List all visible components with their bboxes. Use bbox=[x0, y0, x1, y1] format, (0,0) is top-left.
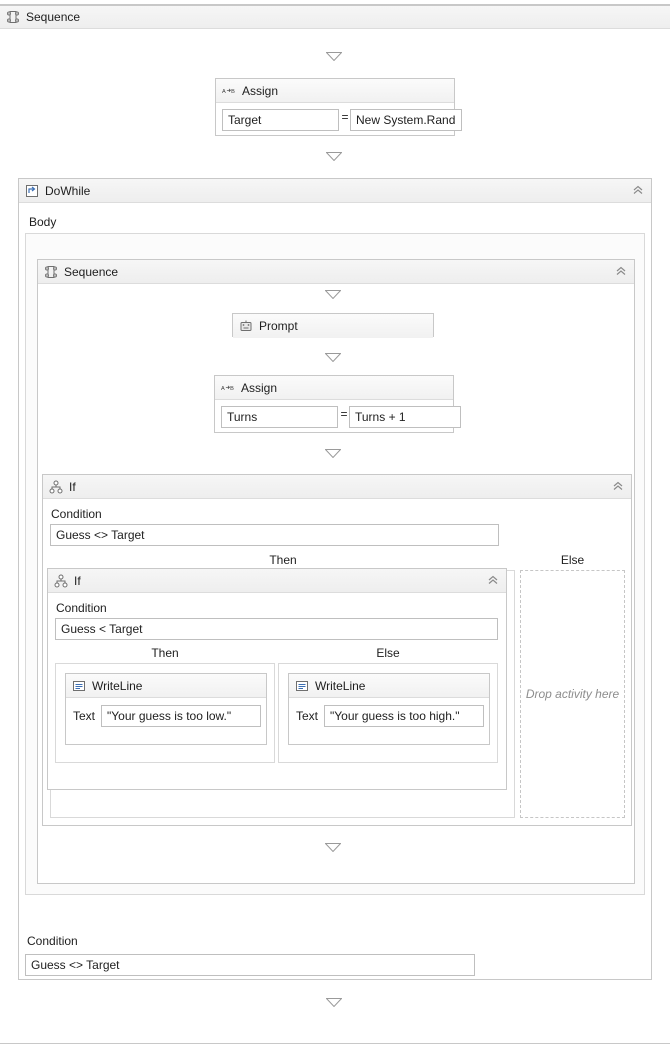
if-inner-header[interactable] bbox=[48, 569, 506, 593]
dowhile-condition-field[interactable]: Guess <> Target bbox=[25, 954, 475, 976]
sequence-root-title: Sequence bbox=[26, 10, 81, 24]
if-outer-condition-field[interactable]: Guess <> Target bbox=[50, 524, 499, 546]
assign-turns-value-field[interactable]: Turns + 1 bbox=[349, 406, 461, 428]
assign-turns-header[interactable] bbox=[215, 376, 453, 400]
activity-if-outer[interactable] bbox=[42, 474, 632, 826]
assign-target-title: Assign bbox=[242, 83, 279, 98]
activity-dowhile[interactable] bbox=[18, 178, 652, 980]
assign-target-to-field[interactable]: Target bbox=[222, 109, 339, 131]
writeline-icon bbox=[295, 679, 309, 693]
if-inner-else-label: Else bbox=[376, 646, 400, 660]
writeline-low-text-field[interactable]: "Your guess is too low." bbox=[101, 705, 261, 727]
sequence-icon bbox=[44, 265, 58, 279]
assign-target-header[interactable] bbox=[216, 79, 454, 103]
connector-arrow-6 bbox=[325, 843, 341, 852]
connector-arrow-7 bbox=[326, 998, 342, 1007]
activity-assign-turns[interactable] bbox=[214, 375, 454, 433]
assign-turns-title: Assign bbox=[241, 380, 278, 395]
dowhile-header[interactable] bbox=[19, 179, 651, 203]
activity-writeline-high[interactable] bbox=[288, 673, 490, 745]
chevron-up-icon[interactable] bbox=[486, 573, 500, 587]
sequence-inner-title: Sequence bbox=[64, 264, 119, 279]
if-outer-else-label: Else bbox=[560, 553, 585, 567]
activity-prompt[interactable] bbox=[232, 313, 434, 337]
if-inner-else-area[interactable] bbox=[278, 663, 498, 763]
assign-target-value-field[interactable]: New System.Rand bbox=[350, 109, 462, 131]
assign-turns-equals: = bbox=[340, 407, 348, 421]
chevron-up-icon[interactable] bbox=[631, 183, 645, 197]
if-outer-then-label: Then bbox=[269, 553, 297, 567]
if-inner-then-label: Then bbox=[151, 646, 179, 660]
writeline-high-text-field[interactable]: "Your guess is too high." bbox=[324, 705, 484, 727]
if-outer-else-drop-area[interactable] bbox=[520, 570, 625, 818]
if-icon bbox=[54, 574, 68, 588]
connector-arrow-1 bbox=[326, 52, 342, 61]
if-inner-condition-label: Condition bbox=[56, 601, 107, 615]
if-inner-then-area[interactable] bbox=[55, 663, 275, 763]
assign-turns-to-field[interactable]: Turns bbox=[221, 406, 338, 428]
activity-sequence-inner[interactable] bbox=[37, 259, 635, 884]
svg-text:A: A bbox=[221, 385, 225, 392]
dowhile-body-label: Body bbox=[29, 215, 57, 229]
prompt-header[interactable] bbox=[233, 314, 433, 338]
dowhile-condition-label: Condition bbox=[27, 934, 78, 948]
svg-text:B: B bbox=[230, 385, 234, 392]
writeline-high-title: WriteLine bbox=[315, 678, 366, 693]
if-inner-condition-field[interactable]: Guess < Target bbox=[55, 618, 498, 640]
connector-arrow-2 bbox=[326, 152, 342, 161]
if-outer-condition-label: Condition bbox=[51, 507, 102, 521]
svg-text:B: B bbox=[231, 88, 235, 95]
activity-writeline-low[interactable] bbox=[65, 673, 267, 745]
dowhile-icon bbox=[25, 184, 39, 198]
sequence-root-header[interactable] bbox=[0, 5, 670, 29]
chevron-up-icon[interactable] bbox=[611, 479, 625, 493]
connector-arrow-3 bbox=[325, 290, 341, 299]
prompt-icon bbox=[239, 319, 253, 333]
drop-activity-placeholder: Drop activity here bbox=[525, 687, 620, 701]
assign-icon bbox=[221, 381, 235, 395]
assign-target-equals: = bbox=[341, 110, 349, 124]
activity-assign-target[interactable] bbox=[215, 78, 455, 136]
writeline-high-header[interactable] bbox=[289, 674, 489, 698]
chevron-up-icon[interactable] bbox=[614, 264, 628, 278]
if-icon bbox=[49, 480, 63, 494]
assign-icon bbox=[222, 84, 236, 98]
activity-if-inner[interactable] bbox=[47, 568, 507, 790]
dowhile-body-area[interactable] bbox=[25, 233, 645, 895]
writeline-icon bbox=[72, 679, 86, 693]
writeline-low-header[interactable] bbox=[66, 674, 266, 698]
connector-arrow-5 bbox=[325, 449, 341, 458]
if-outer-header[interactable] bbox=[43, 475, 631, 499]
sequence-icon bbox=[6, 10, 20, 24]
writeline-high-text-label: Text bbox=[296, 709, 319, 723]
if-outer-then-area[interactable] bbox=[50, 570, 515, 818]
connector-arrow-4 bbox=[325, 353, 341, 362]
svg-text:A: A bbox=[222, 88, 226, 95]
writeline-low-title: WriteLine bbox=[92, 678, 143, 693]
dowhile-title: DoWhile bbox=[45, 183, 91, 198]
prompt-title: Prompt bbox=[259, 319, 298, 333]
sequence-inner-header[interactable] bbox=[38, 260, 634, 284]
writeline-low-text-label: Text bbox=[73, 709, 96, 723]
if-outer-title: If bbox=[69, 479, 76, 494]
if-inner-title: If bbox=[74, 573, 81, 588]
